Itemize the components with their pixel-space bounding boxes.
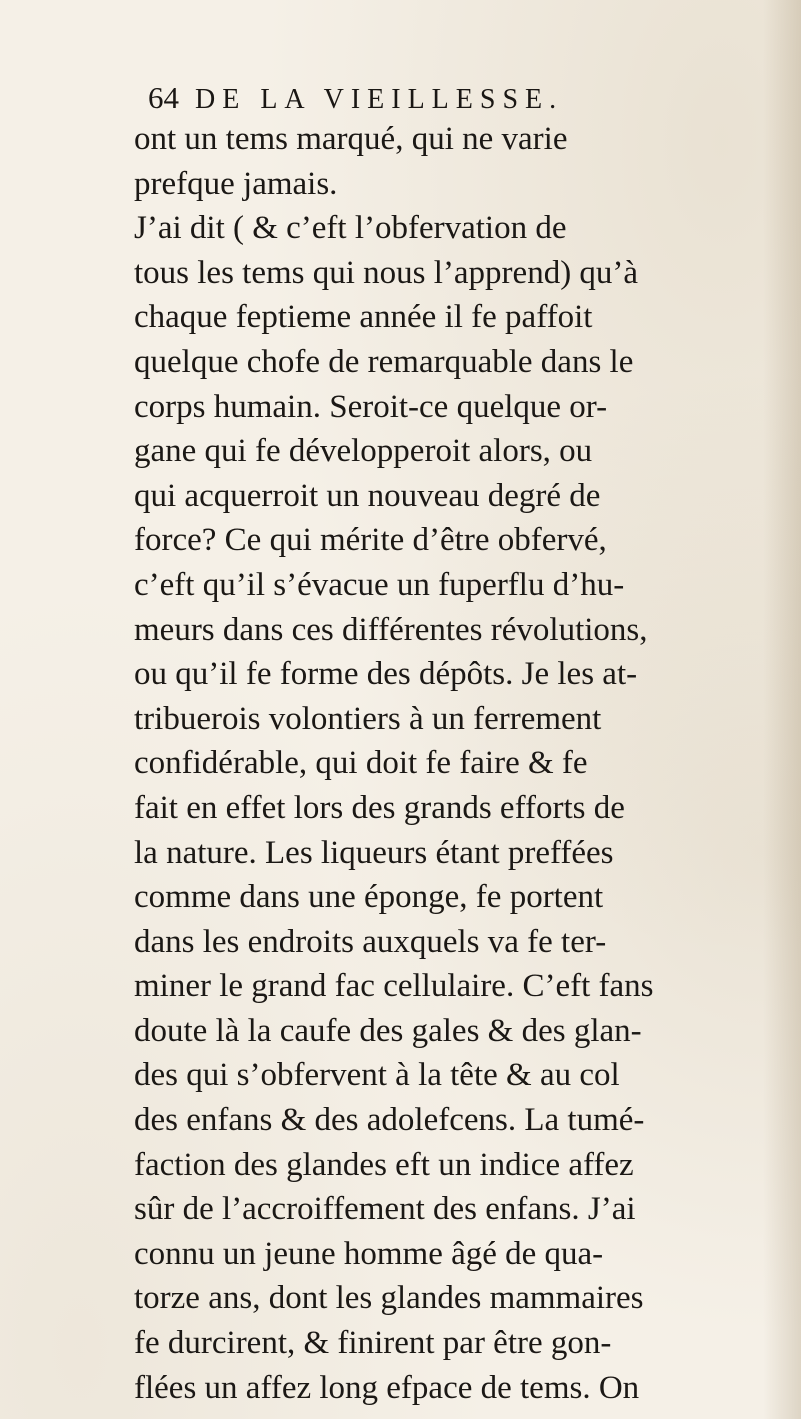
text-line: faction des glandes eft un indice affez: [134, 1146, 634, 1183]
text-line: J’ai dit ( & c’eft l’obfervation de: [134, 210, 567, 247]
text-line: tous les tems qui nous l’apprend) qu’à: [134, 254, 639, 291]
text-line: chaque feptieme année il fe paffoit: [134, 299, 593, 336]
text-line: confidérable, qui doit fe faire & fe: [134, 745, 588, 782]
text-line: doute là la caufe des gales & des glan-: [134, 1012, 642, 1049]
text-line: des enfans & des adolefcens. La tumé-: [134, 1102, 645, 1139]
text-line: tribuerois volontiers à un ferrement: [134, 700, 602, 737]
page-number: 64: [148, 80, 179, 115]
text-line: c’eft qu’il s’évacue un fuperflu d’hu-: [134, 566, 625, 603]
text-line: ou qu’il fe forme des dépôts. Je les at-: [134, 656, 638, 693]
text-line: fe durcirent, & finirent par être gon-: [134, 1325, 612, 1362]
text-line: meurs dans ces différentes révolutions,: [134, 611, 648, 648]
text-line: corps humain. Seroit-ce quelque or-: [134, 388, 608, 425]
running-title: DE LA VIEILLESSE.: [195, 84, 564, 115]
text-line: gane qui fe développeroit alors, ou: [134, 433, 593, 470]
text-line: prefque jamais.: [134, 165, 338, 202]
text-line: qui acquerroit un nouveau degré de: [134, 477, 601, 514]
text-line: des qui s’obfervent à la tête & au col: [134, 1057, 620, 1094]
text-line: miner le grand fac cellulaire. C’eft fans: [134, 968, 654, 1005]
text-line: sûr de l’accroiffement des enfans. J’ai: [134, 1191, 636, 1228]
text-line: la nature. Les liqueurs étant preffées: [134, 834, 614, 871]
text-line: comme dans une éponge, fe portent: [134, 879, 604, 916]
text-line: connu un jeune homme âgé de qua-: [134, 1235, 604, 1272]
text-line: ont un tems marqué, qui ne varie: [134, 121, 568, 157]
text-line: flées un affez long efpace de tems. On: [134, 1369, 640, 1406]
text-line: force? Ce qui mérite d’être obfervé,: [134, 522, 607, 559]
body-text: [134, 117, 774, 1410]
running-head: [148, 78, 668, 118]
text-line: dans les endroits auxquels va fe ter-: [134, 923, 607, 960]
text-line: fait en effet lors des grands efforts de: [134, 789, 625, 826]
text-line: quelque chofe de remarquable dans le: [134, 343, 634, 380]
text-line: torze ans, dont les glandes mammaires: [134, 1280, 644, 1317]
